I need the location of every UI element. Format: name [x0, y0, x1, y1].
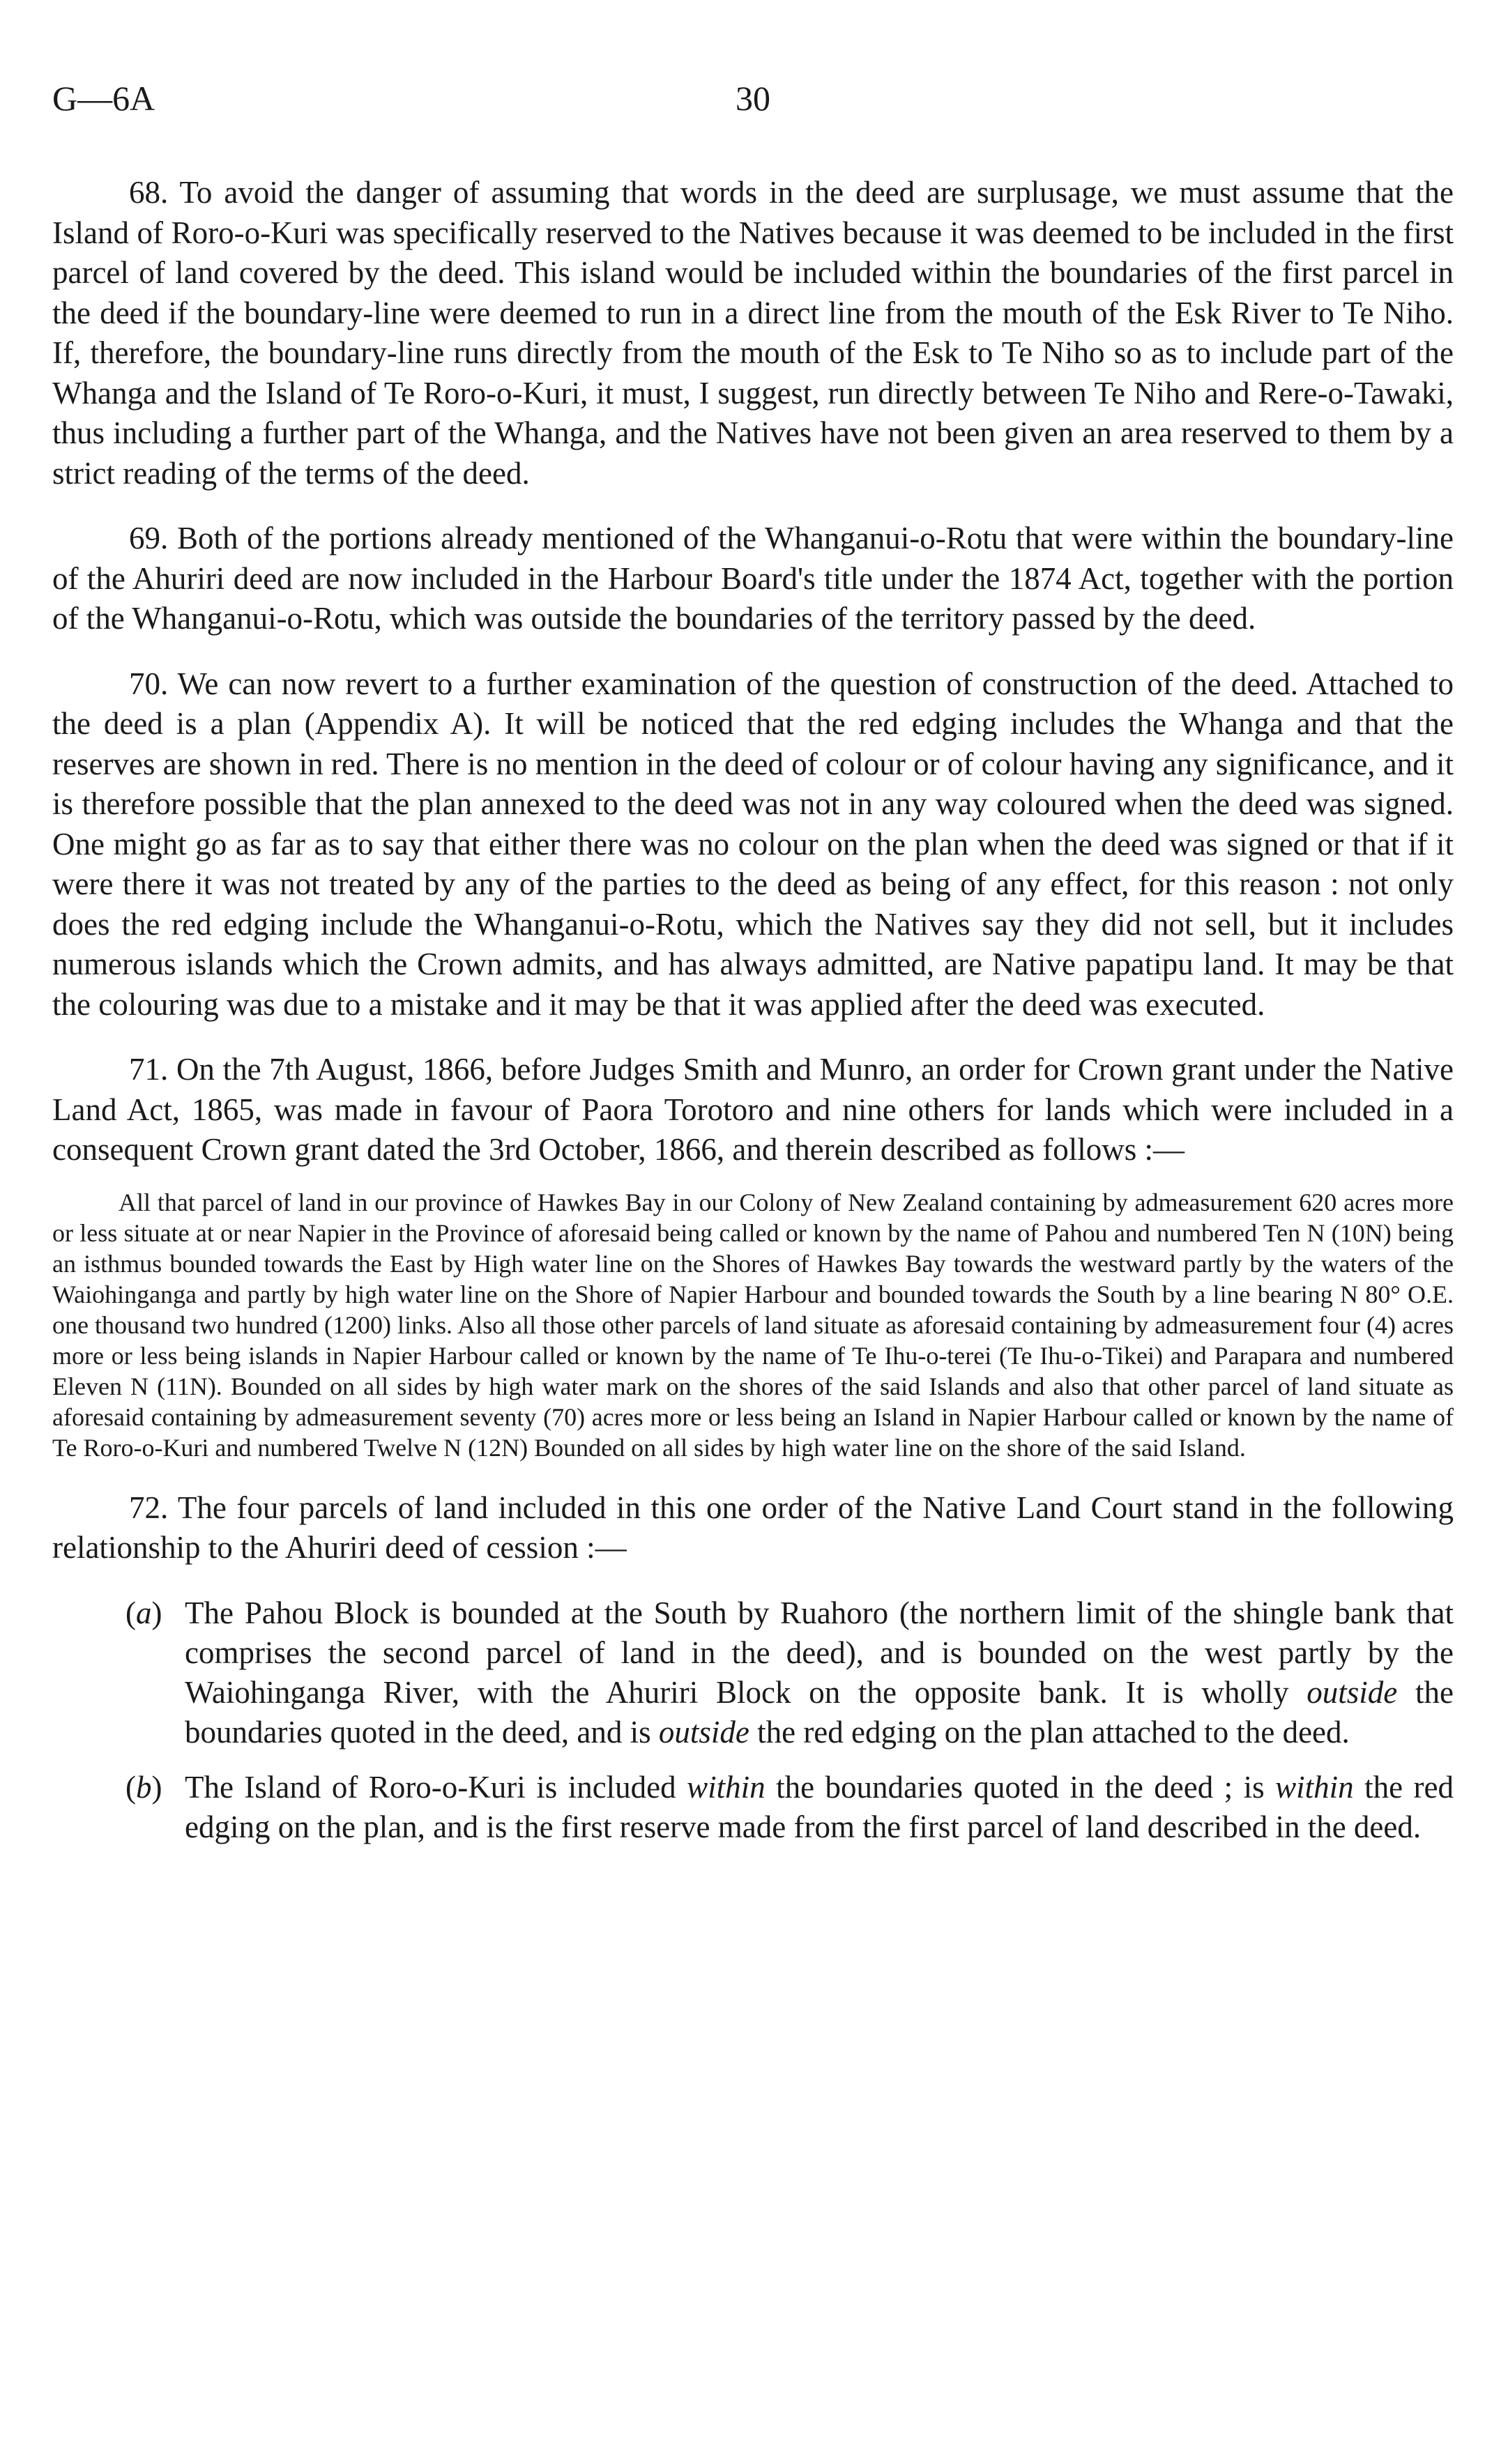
subitem-a: (a) The Pahou Block is bounded at the South by Ruahoro (the northern limit of the shingle bank that comprises the second parcel of land in the deed), and is bounded on the west partly by the Waiohinganga River, with the Ahuriri Block on the opposite bank. It is wholly outside the boundaries quoted in the deed, and is outside the red edging on the plan attached to the deed. — [52, 1593, 1454, 1752]
paragraph-72 — [52, 1488, 1454, 1568]
subitem-b: (b) The Island of Roro-o-Kuri is included within the boundaries quoted in the deed ; is within the red edging on the plan, and is the first reserve made from the first parcel of land described in the deed. — [52, 1768, 1454, 1847]
paragraph-number: 69. — [129, 521, 169, 556]
paragraph-text: On the 7th August, 1866, before Judges Smith and Munro, an order for Crown grant under the Native Land Act, 1865, was made in favour of Paora Torotoro and nine others for lands which were included in a consequent Crown grant dated the 3rd October, 1866, and therein described as follows :— — [52, 1052, 1454, 1167]
paragraph-68 — [52, 173, 1454, 493]
paragraph-69 — [52, 519, 1454, 639]
subitem-label: (a) — [125, 1595, 162, 1630]
paragraph-number: 71. — [129, 1052, 169, 1087]
subitem-label: (b) — [125, 1769, 162, 1805]
paragraph-71 — [52, 1050, 1454, 1170]
document-reference: G—6A — [52, 79, 155, 118]
paragraph-70 — [52, 664, 1454, 1025]
page-header — [52, 78, 1454, 134]
page-number: 30 — [736, 79, 770, 118]
document-body — [52, 173, 1454, 1862]
paragraph-text: Both of the portions already mentioned of the Whanganui-o-Rotu that were within the boundary-line of the Ahuriri deed are now included in the Harbour Board's title under the 1874 Act, together with the portion of the Whanganui-o-Rotu, which was outside the boundaries of the territory passed by the deed. — [52, 521, 1454, 636]
paragraph-number: 68. — [129, 175, 169, 210]
crown-grant-quotation: All that parcel of land in our province of Hawkes Bay in our Colony of New Zealand containing by admeasurement 620 acres more or less situate at or near Napier in the Province of aforesaid being called or known by the name of Pahou and numbered Ten N (10N) being an isthmus bounded towards the East by High water line on the Shores of Hawkes Bay towards the westward partly by the waters of the Waiohinganga and partly by high water line on the Shore of Napier Harbour and bounded towards the South by a line bearing N 80° O.E. one thousand two hundred (1200) links. Also all those other parcels of land situate as aforesaid containing by admeasurement four (4) acres more or less being islands in Napier Harbour called or known by the name of Te Ihu-o-terei (Te Ihu-o-Tikei) and Parapara and numbered Eleven N (11N). Bounded on all sides by high water mark on the shores of the said Islands and also that other parcel of land situate as aforesaid containing by admeasurement seventy (70) acres more or less being an Island in Napier Harbour called or known by the name of Te Roro-o-Kuri and numbered Twelve N (12N) Bounded on all sides by high water line on the shore of the said Island. — [52, 1188, 1454, 1462]
paragraph-text: We can now revert to a further examination of the question of construction of the deed. Attached to the deed is a plan (Appendix A). It will be noticed that the red edging includes the Whanga and that the reserves are shown in red. There is no mention in the deed of colour or of colour having any significance, and it is therefore possible that the plan annexed to the deed was not in any way coloured when the deed was signed. One might go as far as to say that either there was no colour on the plan when the deed was signed or that if it were there it was not treated by any of the parties to the deed as being of any effect, for this reason : not only does the red edging include the Whanganui-o-Rotu, which the Natives say they did not sell, but it includes numerous islands which the Crown admits, and has always admitted, are Native papatipu land. It may be that the colouring was due to a mistake and it may be that it was applied after the deed was executed. — [52, 666, 1454, 1022]
paragraph-text: To avoid the danger of assuming that words in the deed are surplusage, we must assume that the Island of Roro-o-Kuri was specifically reserved to the Natives because it was deemed to be included in the first parcel of land covered by the deed. This island would be included within the boundaries of the first parcel in the deed if the boundary-line were deemed to run in a direct line from the mouth of the Esk River to Te Niho. If, therefore, the boundary-line runs directly from the mouth of the Esk to Te Niho so as to include part of the Whanga and the Island of Te Roro-o-Kuri, it must, I suggest, run directly between Te Niho and Rere-o-Tawaki, thus including a further part of the Whanga, and the Natives have not been given an area reserved to them by a strict reading of the terms of the deed. — [52, 175, 1454, 491]
paragraph-number: 72. — [129, 1490, 169, 1525]
paragraph-number: 70. — [129, 666, 169, 701]
paragraph-text: The four parcels of land included in this one order of the Native Land Court stand in the following relationship to the Ahuriri deed of cession :— — [52, 1490, 1454, 1565]
